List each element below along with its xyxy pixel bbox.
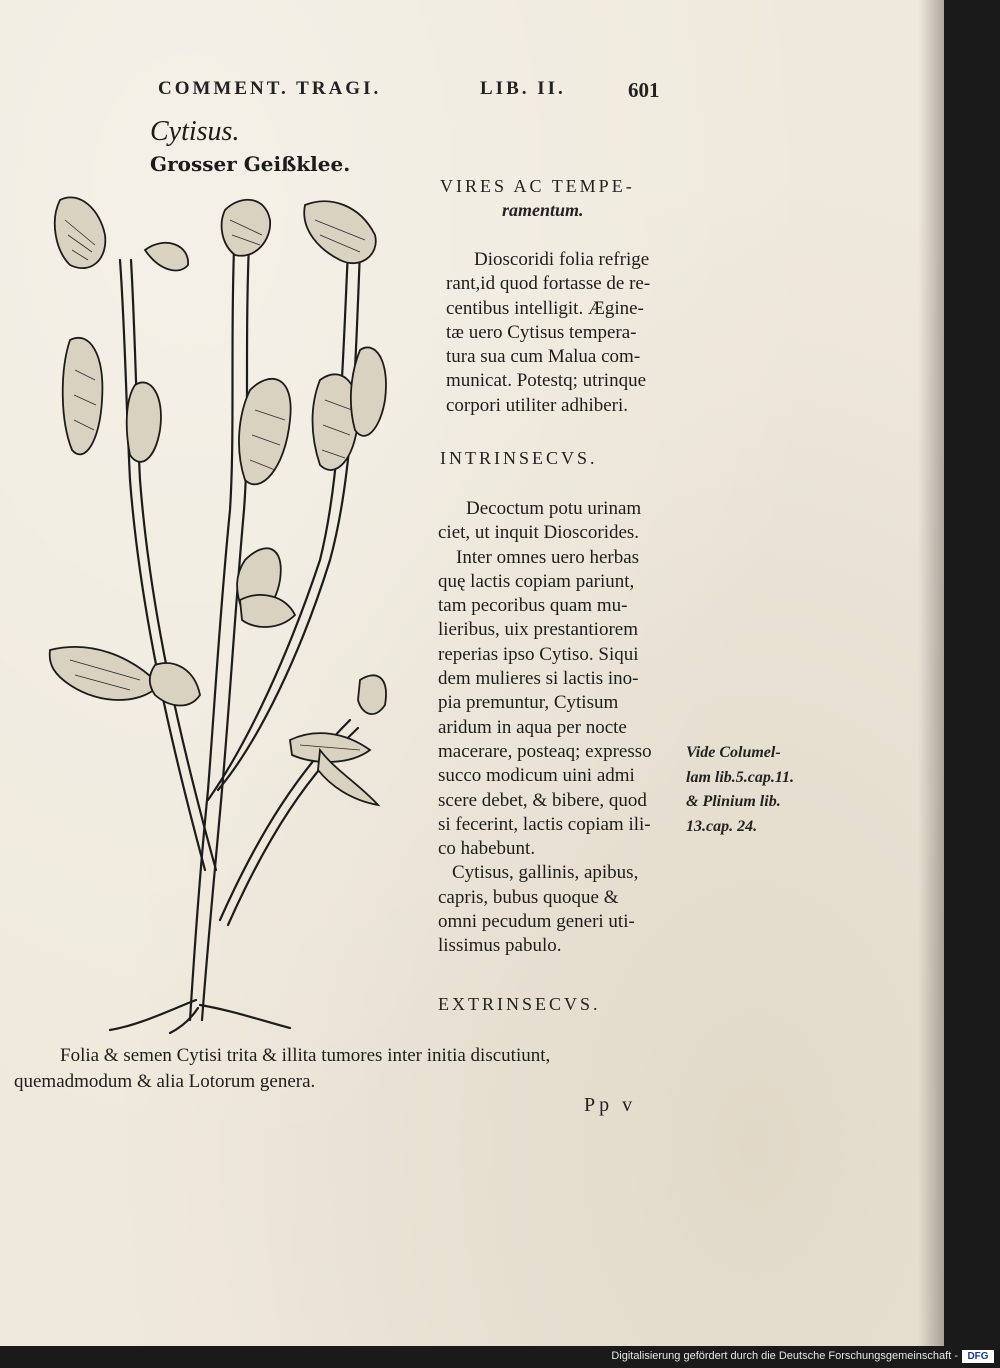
text-line: ciet, ut inquit Dioscorides.	[438, 522, 640, 544]
margin-note	[686, 741, 794, 839]
text-line: dem mulieres si lactis ino-	[438, 668, 639, 690]
text-line: Cytisus, gallinis, apibus,	[452, 862, 639, 884]
vires-text	[446, 248, 651, 418]
text-line: tam pecoribus quam mu-	[438, 595, 628, 617]
text-line: lissimus pabulo.	[438, 935, 562, 957]
text-line: co habebunt.	[438, 838, 536, 860]
text-line: tæ uero Cytisus tempera-	[446, 321, 637, 343]
margin-note-line: 13.cap. 24.	[686, 817, 758, 835]
text-line: tura sua cum Malua com-	[446, 346, 641, 368]
text-line: quemadmodum & alia Lotorum genera.	[14, 1071, 316, 1092]
text-line: corpori utiliter adhiberi.	[446, 394, 629, 416]
footer-credit: Digitalisierung gefördert durch die Deutsche Forschungsgemeinschaft -	[611, 1350, 958, 1362]
section-heading-intrinsecus: INTRINSECVS.	[440, 448, 598, 468]
text-line: Decoctum potu urinam	[466, 498, 642, 519]
text-line: capris, bubus quoque &	[438, 886, 619, 908]
plant-latin-name: Cytisus.	[150, 116, 240, 147]
text-line: Inter omnes uero herbas	[456, 546, 640, 568]
text-line: si fecerint, lactis copiam ili-	[438, 813, 651, 835]
text-line: succo modicum uini admi	[438, 765, 635, 787]
margin-note-line: lam lib.5.cap.11.	[686, 768, 794, 786]
signature-mark: Pp v	[584, 1094, 637, 1116]
text-line: aridum in aqua per nocte	[438, 716, 627, 738]
plant-woodcut-illustration	[30, 180, 410, 1035]
section-heading-extrinsecus: EXTRINSECVS.	[438, 994, 601, 1014]
margin-note-line: Vide Columel-	[686, 744, 781, 761]
text-line: Dioscoridi folia refrige	[474, 249, 650, 270]
text-line: scere debet, & bibere, quod	[438, 789, 647, 811]
text-line: rant,id quod fortasse de re-	[446, 273, 651, 295]
margin-note-line: & Plinium lib.	[686, 793, 781, 810]
text-line: lieribus, uix prestantiorem	[438, 619, 638, 641]
section-heading-vires-cont: ramentum.	[502, 200, 584, 220]
running-head	[158, 78, 678, 106]
text-line: municat. Potestq; utrinque	[446, 370, 647, 392]
running-head-middle: LIB. II.	[480, 78, 566, 99]
text-line: quę lactis copiam pariunt,	[438, 570, 635, 592]
text-line: Folia & semen Cytisi trita & illita tumores inter initia discutiunt,	[60, 1045, 551, 1066]
intrinsecus-text	[438, 497, 652, 959]
section-heading-vires: VIRES AC TEMPE-	[440, 176, 635, 196]
text-line: pia premuntur, Cytisum	[438, 692, 619, 714]
running-head-left: COMMENT. TRAGI.	[158, 78, 382, 99]
text-line: omni pecudum generi uti-	[438, 911, 635, 933]
dfg-logo-icon: DFG	[962, 1350, 994, 1363]
text-line: reperias ipso Cytiso. Siqui	[438, 643, 639, 665]
page-number: 601	[628, 78, 660, 102]
plant-german-name: Grosser Geißklee.	[150, 152, 351, 176]
extrinsecus-text	[14, 1041, 550, 1097]
text-line: centibus intelligit. Ægine-	[446, 297, 644, 319]
text-line: macerare, posteaq; expresso	[438, 740, 652, 762]
